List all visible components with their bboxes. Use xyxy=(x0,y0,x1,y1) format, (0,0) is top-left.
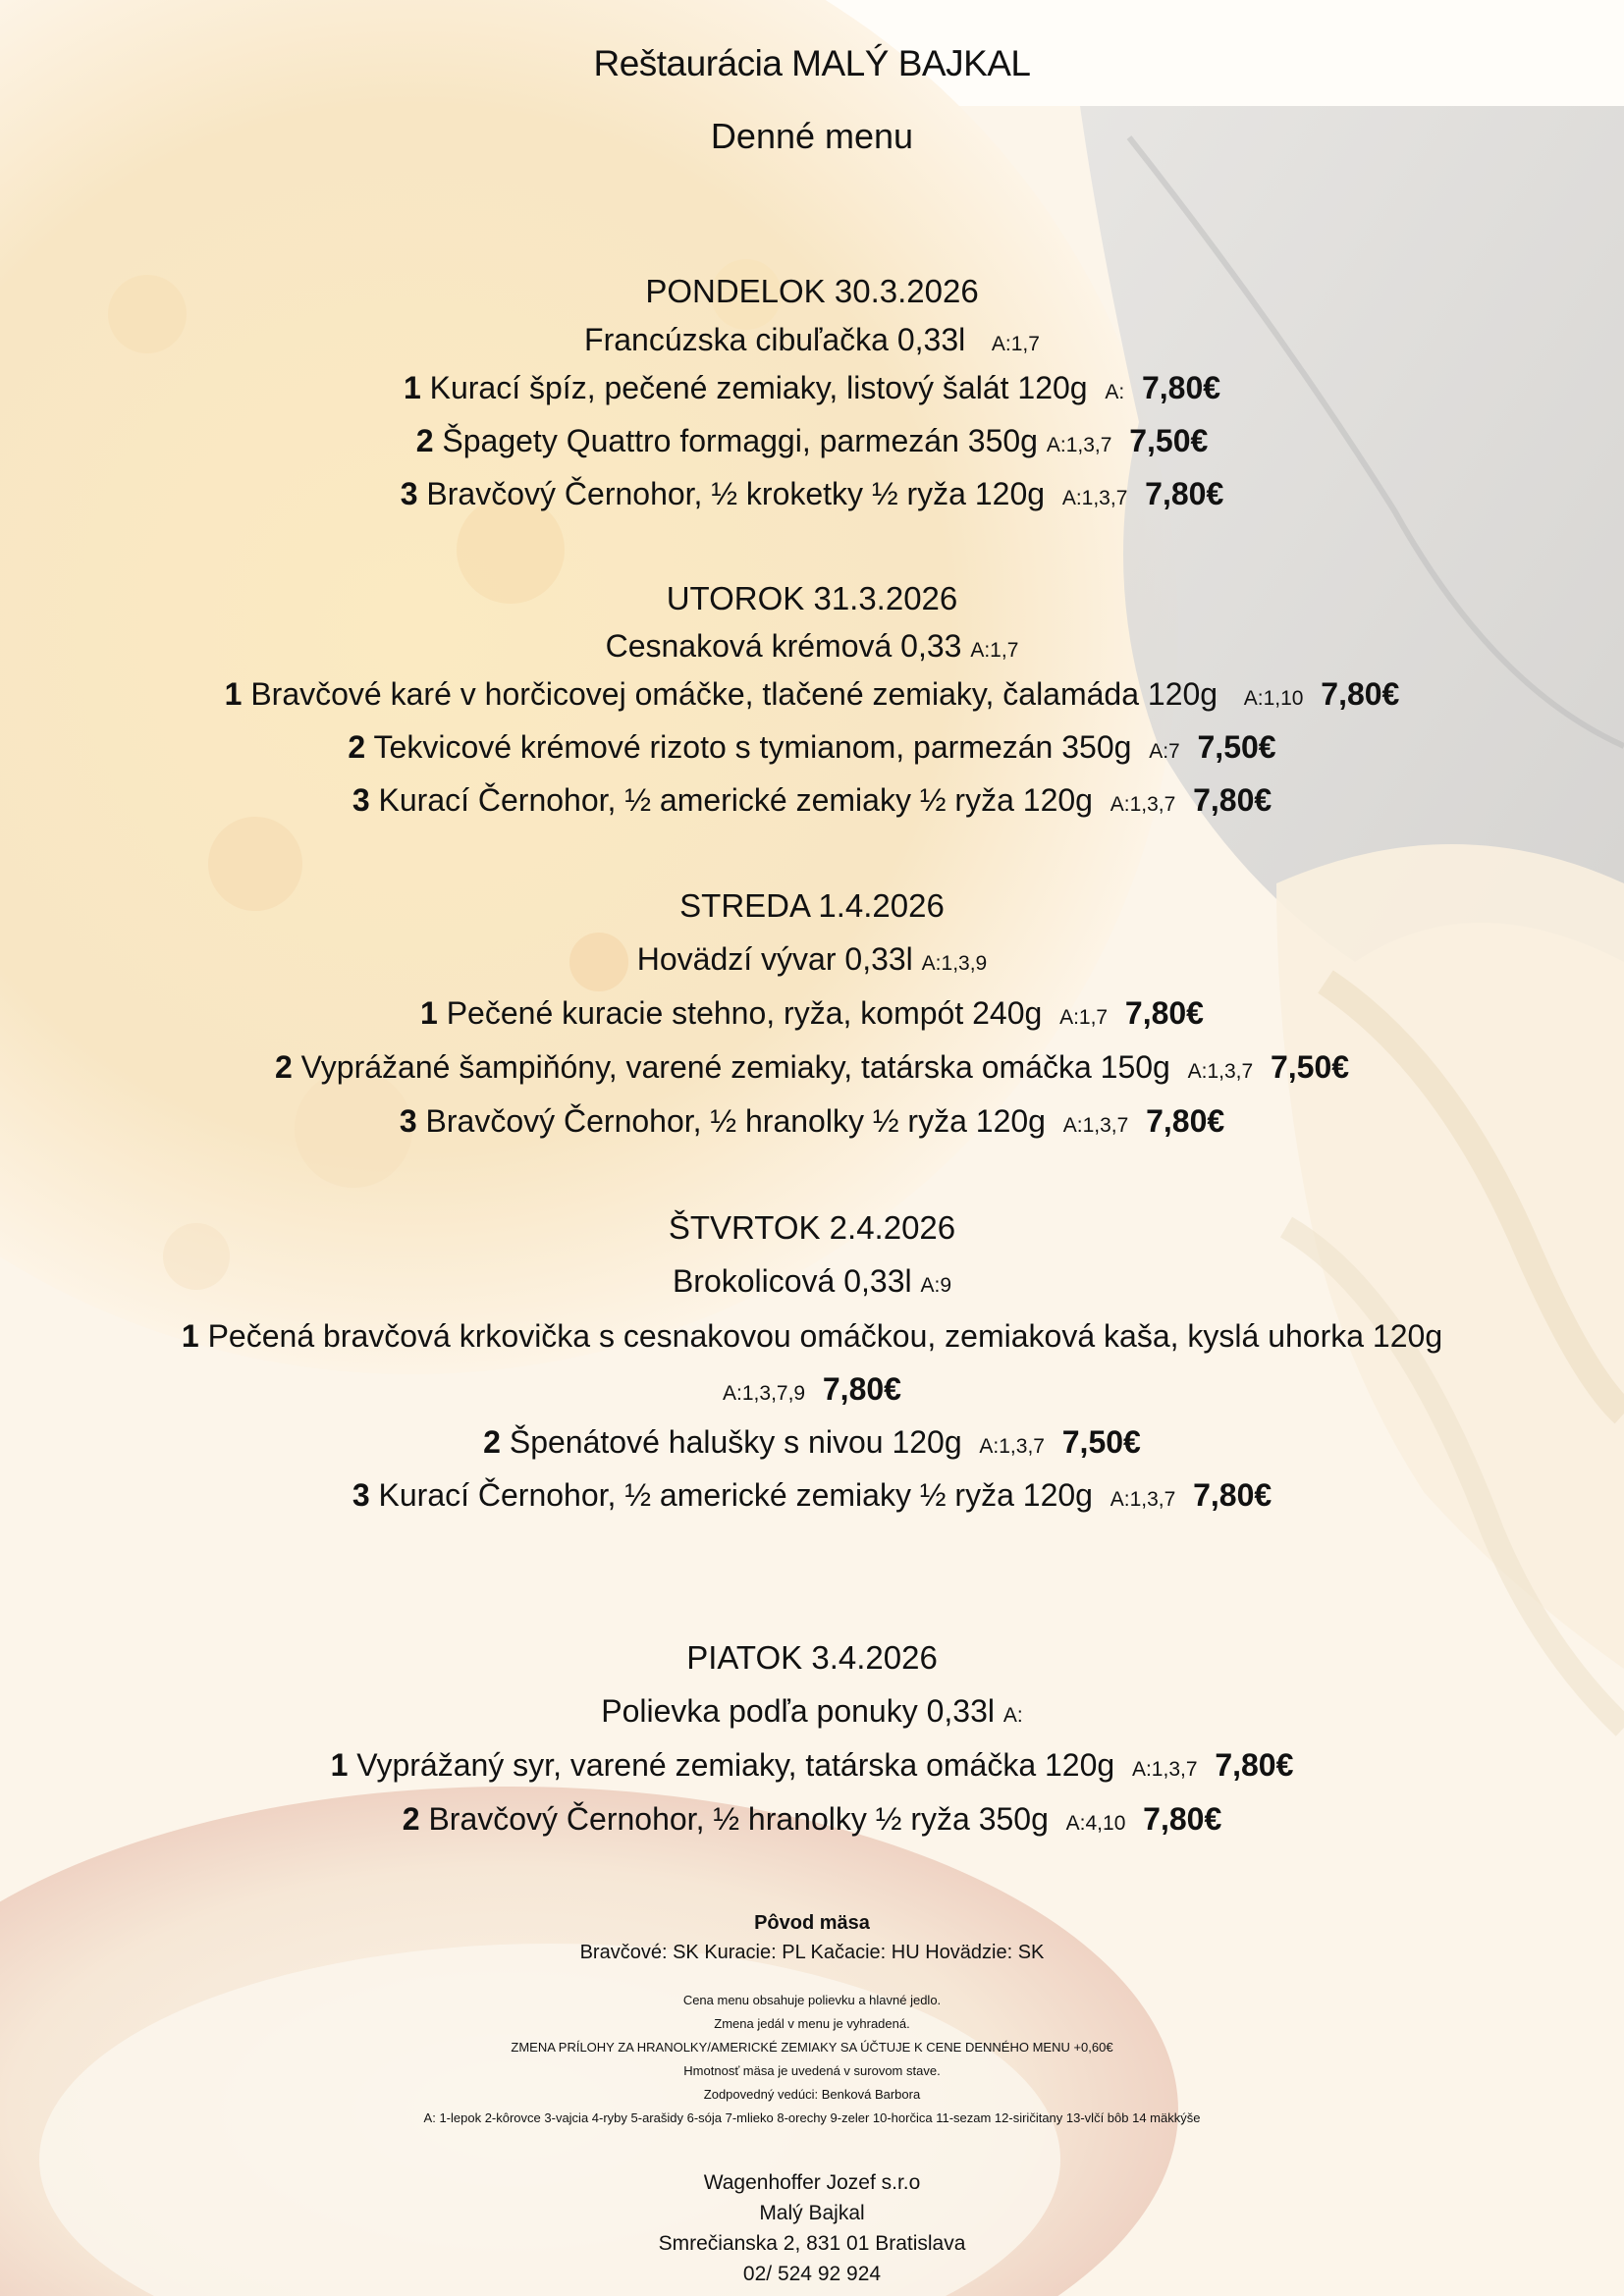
dish-row: 3 Kurací Černohor, ½ americké zemiaky ½ ryža 120g A:1,3,7 7,80€ xyxy=(352,782,1272,818)
day-heading-friday: PIATOK 3.4.2026 xyxy=(686,1639,938,1676)
meat-origin-text: Bravčové: SK Kuracie: PL Kačacie: HU Hovädzie: SK xyxy=(579,1942,1045,1963)
note-changes: Zmena jedál v menu je vyhradená. xyxy=(714,2016,910,2031)
day-heading-tuesday: UTOROK 31.3.2026 xyxy=(666,580,958,616)
day-heading-monday: PONDELOK 30.3.2026 xyxy=(645,273,979,309)
dish-row: 1 Kurací špíz, pečené zemiaky, listový šalát 120g A: 7,80€ xyxy=(403,370,1221,405)
soup-tuesday: Cesnaková krémová 0,33 A:1,7 xyxy=(605,628,1019,664)
note-side-change: ZMENA PRÍLOHY ZA HRANOLKY/AMERICKÉ ZEMIAKY SA ÚČTUJE K CENE DENNÉHO MENU +0,60€ xyxy=(511,2040,1113,2055)
dish-row: 1 Pečená bravčová krkovička s cesnakovou omáčkou, zemiaková kaša, kyslá uhorka 120g xyxy=(181,1318,1443,1354)
dish-row: 2 Špenátové halušky s nivou 120g A:1,3,7 7,50€ xyxy=(483,1424,1141,1460)
soup-friday: Polievka podľa ponuky 0,33l A: xyxy=(601,1693,1023,1729)
dish-row: 3 Bravčový Černohor, ½ kroketky ½ ryža 120g A:1,3,7 7,80€ xyxy=(400,476,1224,511)
dish-row: 2 Bravčový Černohor, ½ hranolky ½ ryža 350g A:4,10 7,80€ xyxy=(402,1801,1222,1837)
company-name: Wagenhoffer Jozef s.r.o xyxy=(703,2171,921,2194)
allergen-legend: A: 1-lepok 2-kôrovce 3-vajcia 4-ryby 5-arašidy 6-sója 7-mlieko 8-orechy 9-zeler 10-horčica 11-sezam 12-siričitany 13-vlčí bôb 14 mäkkýše xyxy=(423,2110,1201,2125)
meat-origin-title: Pôvod mäsa xyxy=(754,1912,870,1934)
company-address: Smrečianska 2, 831 01 Bratislava xyxy=(658,2232,966,2255)
dish-row: 1 Bravčové karé v horčicovej omáčke, tlačené zemiaky, čalamáda 120g A:1,10 7,80€ xyxy=(224,676,1400,712)
dish-row: 2 Vyprážané šampiňóny, varené zemiaky, tatárska omáčka 150g A:1,3,7 7,50€ xyxy=(274,1049,1350,1085)
dish-row: 2 Tekvicové krémové rizoto s tymianom, parmezán 350g A:7 7,50€ xyxy=(348,729,1276,765)
note-manager: Zodpovedný vedúci: Benková Barbora xyxy=(703,2087,921,2102)
page-subtitle: Denné menu xyxy=(710,116,914,156)
day-heading-thursday: ŠTVRTOK 2.4.2026 xyxy=(668,1209,956,1246)
day-heading-wednesday: STREDA 1.4.2026 xyxy=(679,887,945,924)
dish-row: 3 Kurací Černohor, ½ americké zemiaky ½ ryža 120g A:1,3,7 7,80€ xyxy=(352,1477,1272,1513)
dish-row: 1 Vyprážaný syr, varené zemiaky, tatárska omáčka 120g A:1,3,7 7,80€ xyxy=(330,1747,1294,1783)
dish-row-continued: A:1,3,7,9 7,80€ xyxy=(723,1371,901,1407)
restaurant-title: Reštaurácia MALÝ BAJKAL xyxy=(593,43,1031,83)
note-weight: Hmotnosť mäsa je uvedená v surovom stave. xyxy=(683,2063,941,2078)
dish-row: 3 Bravčový Černohor, ½ hranolky ½ ryža 120g A:1,3,7 7,80€ xyxy=(399,1103,1225,1139)
soup-monday: Francúzska cibuľačka 0,33l A:1,7 xyxy=(584,322,1040,357)
dish-row: 2 Špagety Quattro formaggi, parmezán 350g A:1,3,7 7,50€ xyxy=(415,423,1209,458)
company-restaurant: Malý Bajkal xyxy=(759,2202,865,2224)
soup-thursday: Brokolicová 0,33l A:9 xyxy=(672,1263,952,1299)
dish-row: 1 Pečené kuracie stehno, ryža, kompót 240g A:1,7 7,80€ xyxy=(420,995,1204,1031)
note-price: Cena menu obsahuje polievku a hlavné jedlo. xyxy=(682,1993,942,2007)
company-phone: 02/ 524 92 924 xyxy=(742,2263,882,2285)
soup-wednesday: Hovädzí vývar 0,33l A:1,3,9 xyxy=(636,941,988,977)
